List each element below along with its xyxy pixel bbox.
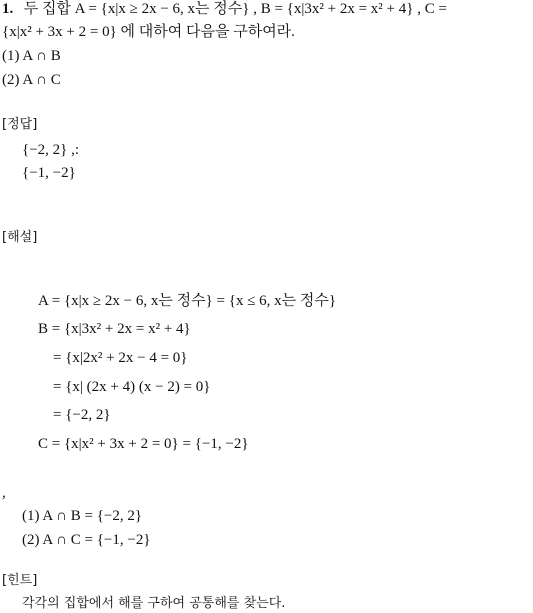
answer-label: [정답]: [2, 117, 38, 132]
result-1: (1) A ∩ B = {−2, 2}: [22, 508, 143, 524]
problem-number: 1.: [2, 1, 14, 17]
explanation-line-b3: = {x| (2x + 4) (x − 2) = 0}: [53, 379, 211, 395]
answer-1: {−2, 2} ,:: [22, 142, 80, 158]
explanation-comma: ,: [2, 485, 6, 501]
problem-line-2: {x|x² + 3x + 2 = 0} 에 대하여 다음을 구하여라.: [2, 24, 295, 40]
problem-line-1: [2, 0, 447, 18]
explanation-line-b4: = {−2, 2}: [53, 407, 111, 423]
explanation-label: [해설]: [2, 230, 38, 245]
problem-text-1: 두 집합 A = {x|x ≥ 2x − 6, x는 정수} , B = {x|3x² + 2x = x² + 4} , C =: [23, 1, 447, 17]
question-2: (2) A ∩ C: [2, 72, 61, 88]
question-1: (1) A ∩ B: [2, 48, 61, 64]
explanation-line-b: B = {x|3x² + 2x = x² + 4}: [38, 321, 191, 337]
hint-label: [힌트]: [2, 573, 38, 588]
explanation-line-a: A = {x|x ≥ 2x − 6, x는 정수} = {x ≤ 6, x는 정수}: [38, 293, 337, 309]
result-2: (2) A ∩ C = {−1, −2}: [22, 532, 151, 548]
explanation-line-b2: = {x|2x² + 2x − 4 = 0}: [53, 350, 188, 366]
answer-2: {−1, −2}: [22, 165, 76, 181]
hint-text: 각각의 집합에서 해를 구하여 공통해를 찾는다.: [22, 596, 286, 611]
explanation-line-c: C = {x|x² + 3x + 2 = 0} = {−1, −2}: [38, 436, 249, 452]
